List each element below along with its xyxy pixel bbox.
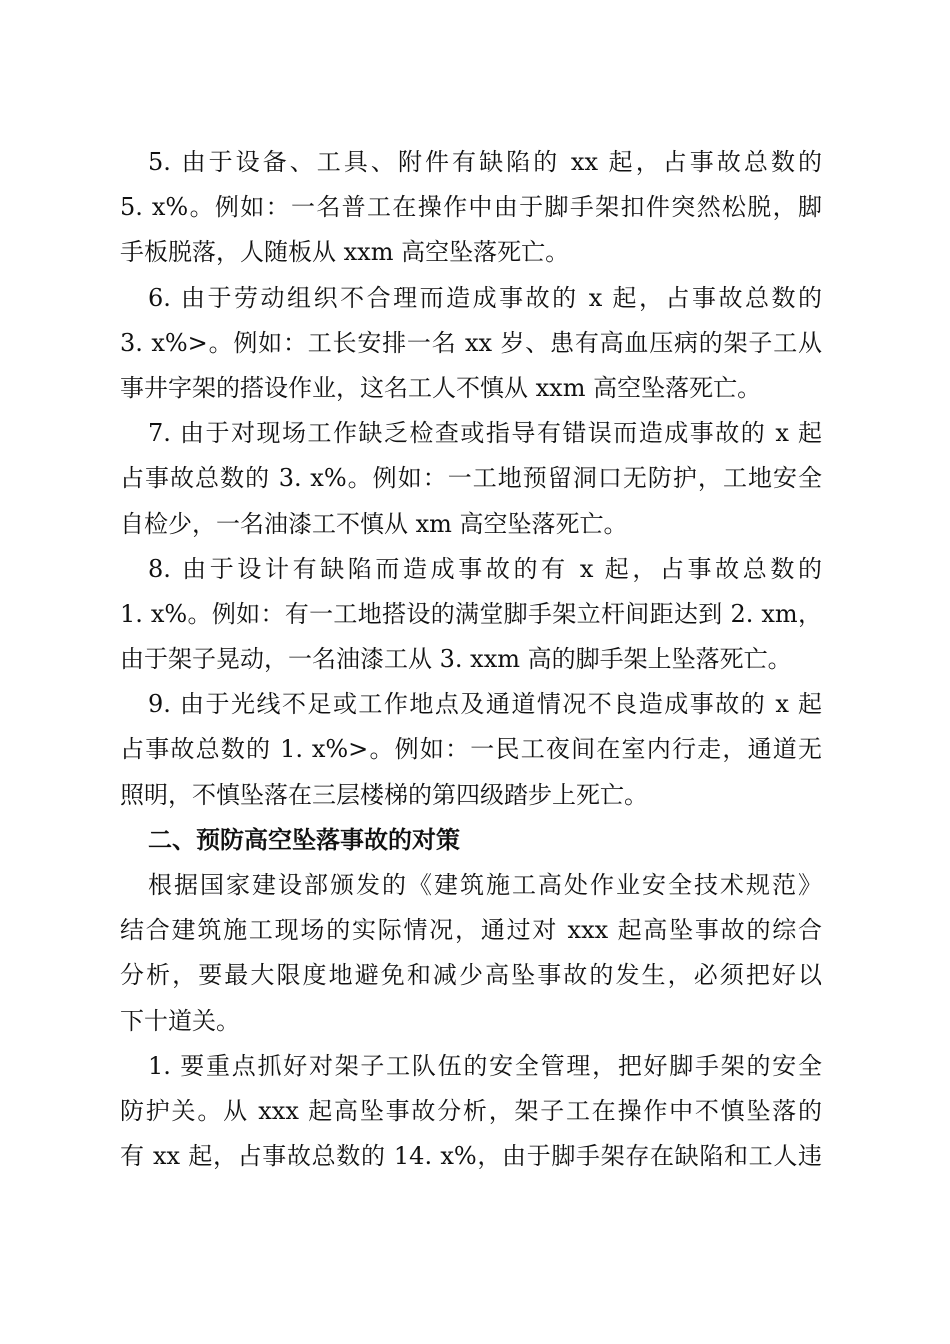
text-line: 1. 要重点抓好对架子工队伍的安全管理，把好脚手架的安全	[148, 1051, 822, 1080]
text-line: 有 xx 起，占事故总数的 14. x%，由于脚手架存在缺陷和工人违	[120, 1142, 822, 1171]
text-line: 9. 由于光线不足或工作地点及通道情况不良造成事故的 x 起	[148, 690, 822, 719]
text-line: 由于架子晃动，一名油漆工从 3. xxm 高的脚手架上坠落死亡。	[120, 645, 792, 674]
paragraph	[120, 411, 822, 547]
text-line: 二、预防高空坠落事故的对策	[148, 825, 460, 854]
text-line: 结合建筑施工现场的实际情况，通过对 xxx 起高坠事故的综合	[120, 916, 822, 945]
text-line: 手板脱落，人随板从 xxm 高空坠落死亡。	[120, 238, 570, 267]
document-page	[120, 140, 822, 1179]
text-line: 防护关。从 xxx 起高坠事故分析，架子工在操作中不慎坠落的	[120, 1096, 822, 1125]
text-line: 下十道关。	[120, 1006, 240, 1035]
text-line: 6. 由于劳动组织不合理而造成事故的 x 起，占事故总数的	[148, 283, 822, 312]
text-line: 事井字架的搭设作业，这名工人不慎从 xxm 高空坠落死亡。	[120, 373, 762, 402]
paragraph	[120, 276, 822, 412]
paragraph	[120, 140, 822, 276]
paragraph	[120, 547, 822, 683]
text-line: 5. x%。例如：一名普工在操作中由于脚手架扣件突然松脱，脚	[120, 193, 822, 222]
text-line: 占事故总数的 1. x%>。例如：一民工夜间在室内行走，通道无	[120, 735, 822, 764]
paragraph	[120, 863, 822, 1044]
paragraph	[120, 1044, 822, 1180]
text-line: 自检少，一名油漆工不慎从 xm 高空坠落死亡。	[120, 509, 628, 538]
text-line: 照明，不慎坠落在三层楼梯的第四级踏步上死亡。	[120, 780, 648, 809]
text-line: 5. 由于设备、工具、附件有缺陷的 xx 起，占事故总数的	[148, 148, 822, 176]
text-line: 根据国家建设部颁发的《建筑施工高处作业安全技术规范》	[148, 871, 822, 899]
text-line: 3. x%>。例如：工长安排一名 xx 岁、患有高血压病的架子工从	[120, 328, 822, 357]
text-line: 分析，要最大限度地避免和减少高坠事故的发生，必须把好以	[120, 961, 822, 990]
text-line: 占事故总数的 3. x%。例如：一工地预留洞口无防护，工地安全	[120, 464, 822, 493]
text-line: 7. 由于对现场工作缺乏检查或指导有错误而造成事故的 x 起	[148, 419, 822, 448]
text-line: 1. x%。例如：有一工地搭设的满堂脚手架立杆间距达到 2. xm，	[120, 599, 822, 628]
section-heading	[120, 818, 822, 863]
text-line: 8. 由于设计有缺陷而造成事故的有 x 起，占事故总数的	[148, 554, 822, 583]
paragraph	[120, 682, 822, 818]
